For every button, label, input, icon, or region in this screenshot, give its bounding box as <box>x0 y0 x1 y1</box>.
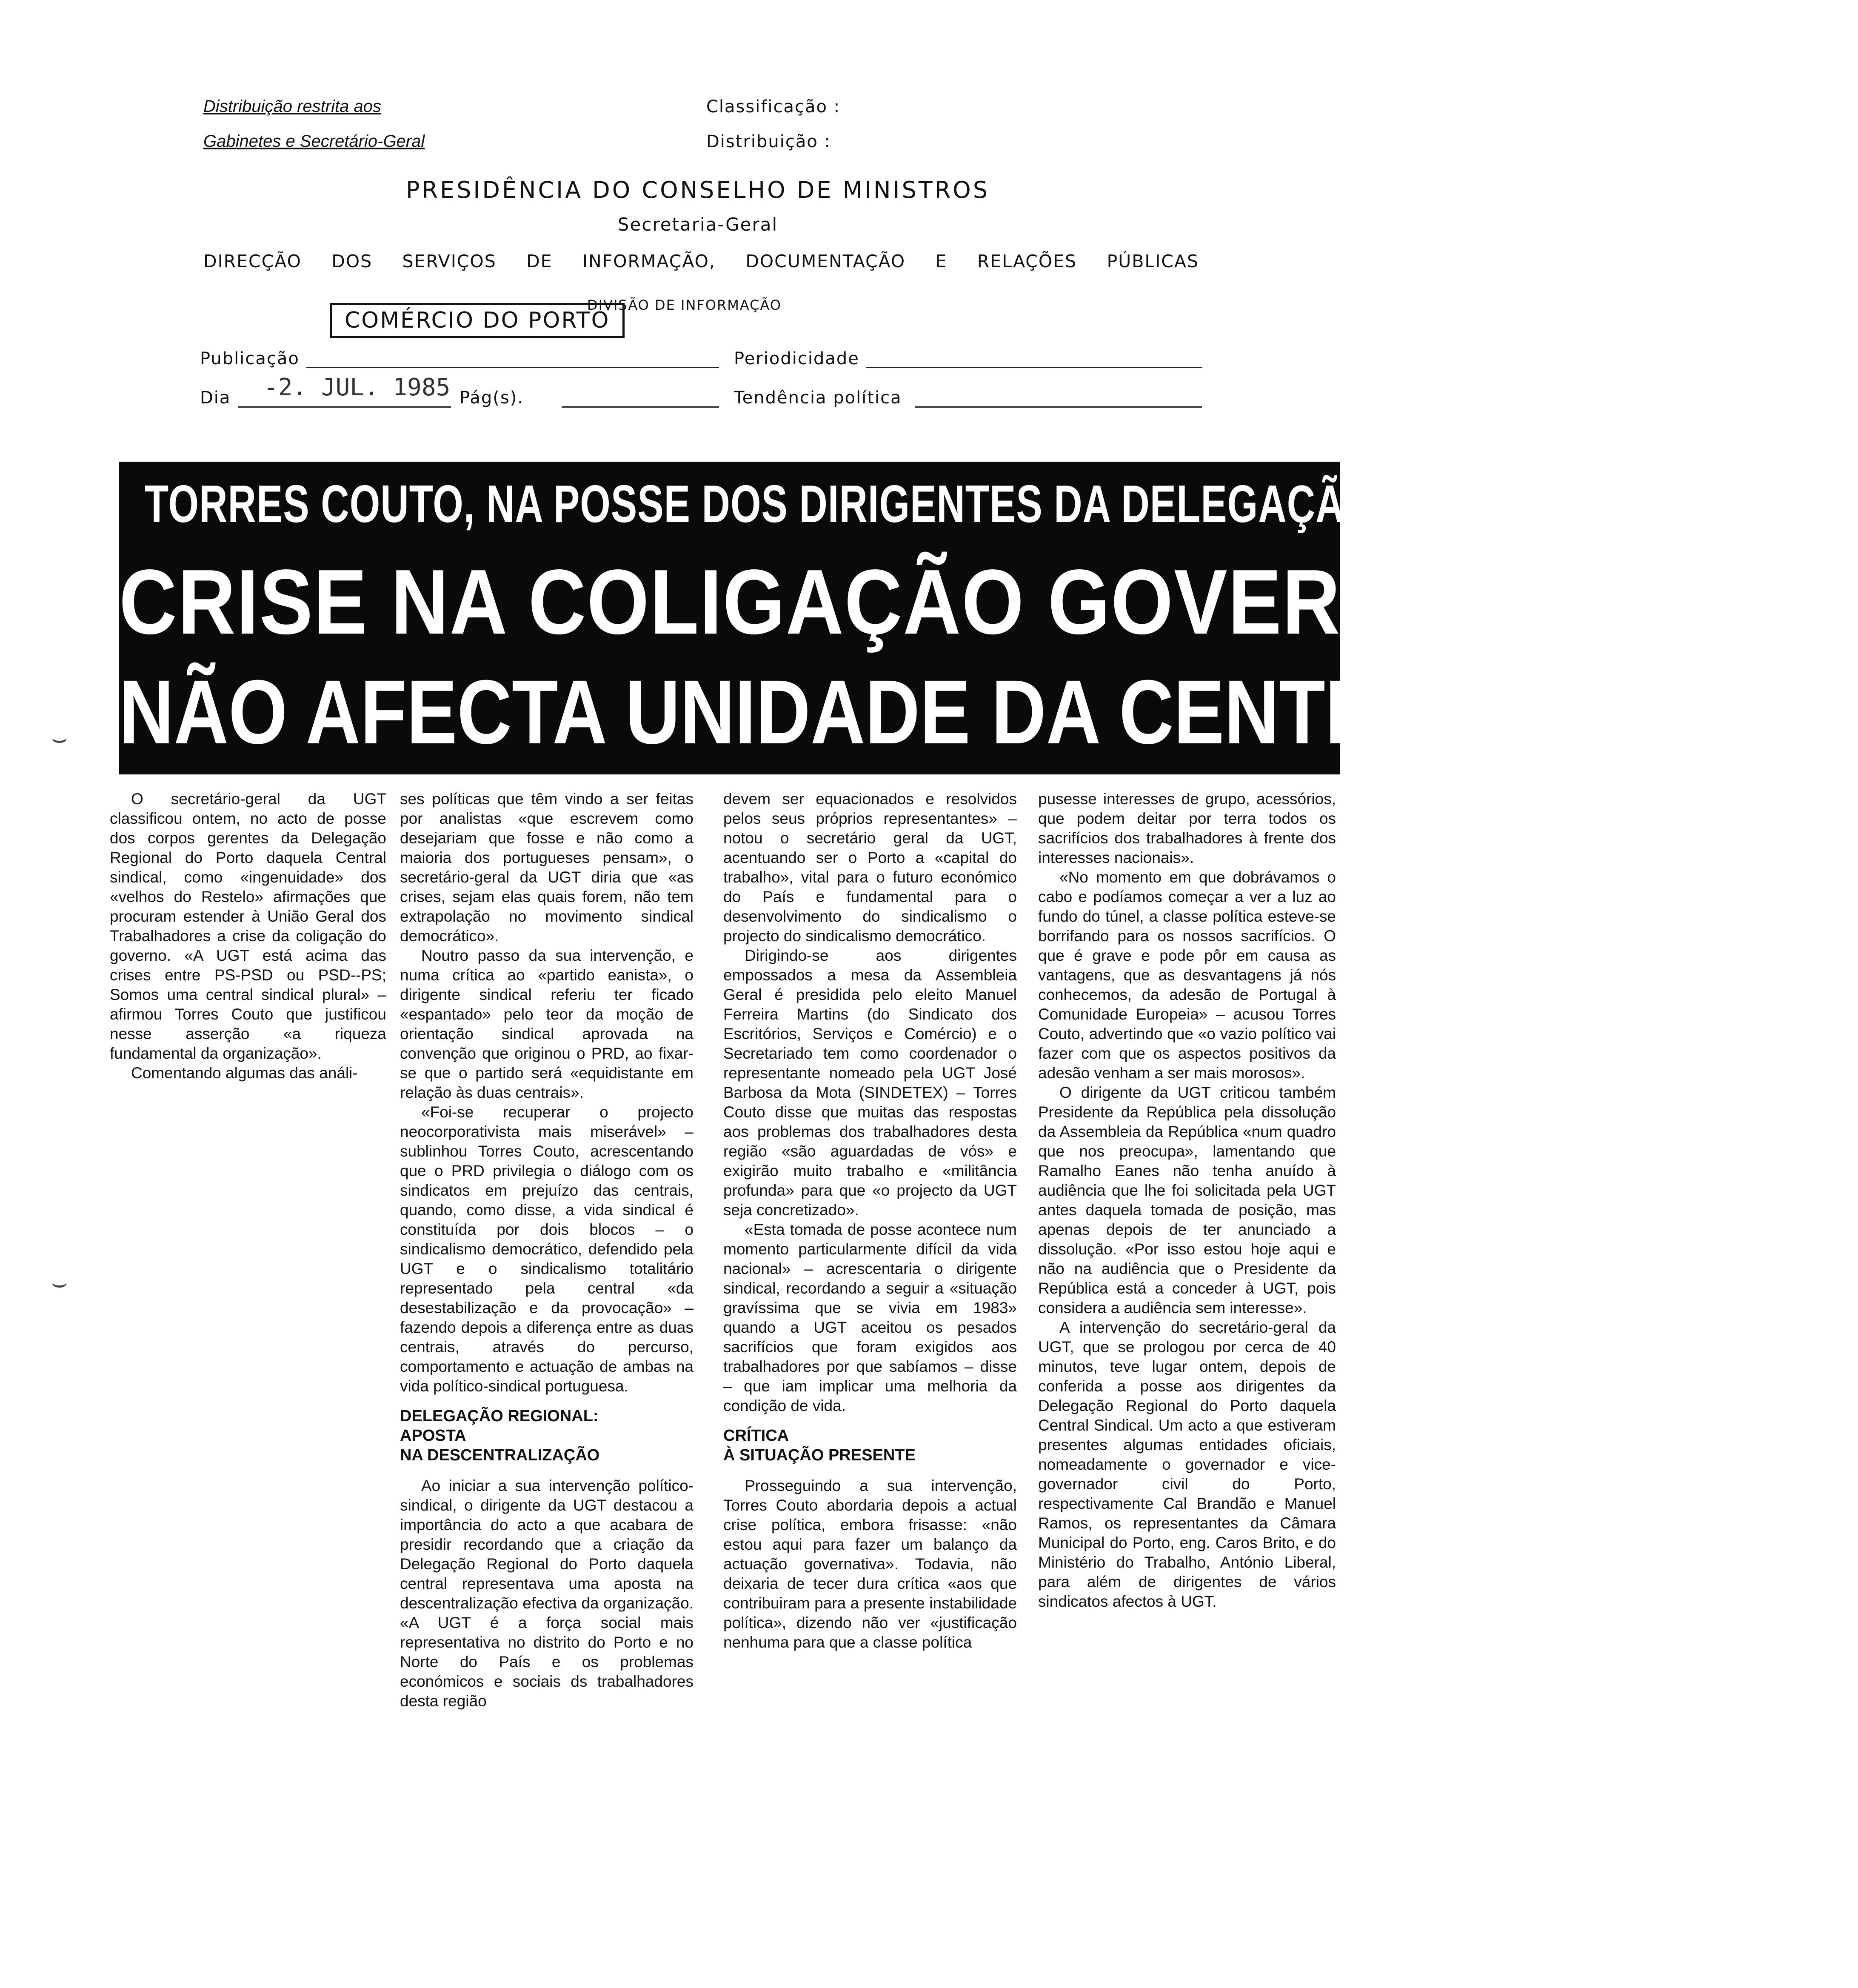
pags-label: Pág(s). <box>460 388 524 408</box>
presidencia-title: PRESIDÊNCIA DO CONSELHO DE MINISTROS <box>405 177 990 203</box>
paragraph: A intervenção do secretário-geral da UGT, que se prologou por cerca de 40 minutos, teve lugar ontem, depois de conferida a posse aos dirigentes da Delegação Regional do Porto daquela Central Sindical. Um acto a que estiveram presentes algumas entidades oficiais, nomeadamente o governador e vice-governador civil do Porto, respectivamente Cal Brandão e Manuel Ramos, os representantes da Câmara Municipal do Porto, eng. Caros Brito, e do Ministério do Trabalho, António Liberal, para além de dirigentes de vários sindicatos afectos à UGT. <box>1038 1319 1336 1610</box>
distribution-line2: Gabinetes e Secretário-Geral <box>203 132 425 151</box>
paragraph: «Foi-se recuperar o projecto neocorporativista mais miserável» – sublinhou Torres Couto, acrescentando que o PRD privilegia o diálogo com os sindicatos em prejuízo das centrais, quando, como disse, a vida sindical é constituída por dois blocos – o sindicalismo democrático, defendido pela UGT e o sindicalismo totalitário representado pela central «da desestabilização e da provocação» – fazendo depois a diferença entre as duas centrais, através do percurso, comportamento e actuação de ambas na vida político-sindical portuguesa. <box>400 1103 694 1395</box>
paragraph: Prosseguindo a sua intervenção, Torres Couto abordaria depois a actual crise política, embora frisasse: «não estou aqui para fazer um balanço da actuação governativa». Todavia, não deixaria de tecer dura crítica «aos que contribuiram para a presente instabilidade política», dizendo não ver «justificação nenhuma para que a classe política <box>723 1477 1017 1651</box>
subheading-line: À SITUAÇÃO PRESENTE <box>723 1446 916 1464</box>
paragraph: devem ser equacionados e resolvidos pelos seus próprios representantes» – notou o secretário geral da UGT, acentuando ser o Porto a «capital do trabalho», vital para o futuro económico do País e fundamental para o desenvolvimento do sindicalismo o projecto do sindicalismo democrático. <box>723 790 1017 945</box>
classificacao-label: Classificação : <box>706 97 841 117</box>
article-column-4 <box>1038 789 1336 1611</box>
distribution-line1: Distribuição restrita aos <box>203 97 381 116</box>
periodicidade-line <box>866 367 1202 368</box>
article-column-3 <box>723 789 1017 1652</box>
publicacao-line <box>306 367 719 368</box>
paragraph: «Esta tomada de posse acontece num momento particularmente difícil da vida nacional» – acrescentaria o dirigente sindical, recordando a seguir a «situação gravíssima que se vivia em 1983» quando a UGT aceitou os pesados sacrifícios que foram exigidos aos trabalhadores por que sabíamos – disse – que iam implicar uma melhoria da condição de vida. <box>723 1221 1017 1414</box>
paragraph: O dirigente da UGT criticou também Presidente da República pela dissolução da Assembleia da República «num quadro que nos preocupa», lamentando que Ramalho Eanes não tenha anuído à audiência que lhe foi solicitada pela UGT antes daquela tomada de posição, mas apenas depois de ter anunciado a dissolução. «Por isso estou hoje aqui e não na audiência que o Presidente da República está a conceder à UGT, pois considera a audiência sem interesse». <box>1038 1084 1336 1317</box>
direccao-line: DIRECÇÃO DOS SERVIÇOS DE INFORMAÇÃO, DOCUMENTAÇÃO E RELAÇÕES PÚBLICAS <box>203 251 1199 271</box>
secretaria-subtitle: Secretaria-Geral <box>617 214 778 235</box>
headline-kicker: TORRES COUTO, NA POSSE DOS DIRIGENTES DA DELEGAÇÃO DA UGT DO PORTO <box>145 475 1761 534</box>
subheading-line: CRÍTICA <box>723 1427 789 1445</box>
paragraph: «No momento em que dobrávamos o cabo e podíamos começar a ver a luz ao fundo do túnel, a classe política esteve-se borrifando para os nossos sacrifícios. O que é grave e pode pôr em causa as vantagens, que as desvantagens já nós conhecemos, da adesão de Portugal à Comunidade Europeia» – acusou Torres Couto, advertindo que «o vazio político vai fazer com que os aspectos positivos da adesão venham a ser mais morosos». <box>1038 868 1336 1082</box>
headline-line2: NÃO AFECTA UNIDADE DA CENTRAL SINDICAL <box>119 661 1858 763</box>
paragraph: Dirigindo-se aos dirigentes empossados a mesa da Assembleia Geral é presidida pelo eleito Manuel Ferreira Martins (do Sindicato dos Escritórios, Serviços e Comércio) e o Secretariado tem como coordenador o representante nomeado pela UGT José Barbosa da Mota (SINDETEX) – Torres Couto disse que muitas das respostas aos problemas dos trabalhadores desta região «são aguardadas de vós» e exigirão muito trabalho e «militância profunda» para que «o projecto da UGT seja concretizado». <box>723 947 1017 1219</box>
subheading-critica <box>723 1426 1017 1465</box>
punch-mark-icon: ⌣ <box>51 1268 68 1297</box>
punch-mark-icon: ⌣ <box>51 724 68 752</box>
headline-banner <box>119 462 1858 774</box>
dia-line <box>238 406 451 408</box>
dia-label: Dia <box>200 388 231 408</box>
paragraph: pusesse interesses de grupo, acessórios, que podem deitar por terra todos os sacrifícios dos trabalhadores à frente dos interesses nacionais». <box>1038 790 1336 866</box>
paragraph: ses políticas que têm vindo a ser feitas por analistas «que escrevem como desejariam que fosse e não como a maioria dos portugueses pensam», o secretário-geral da UGT diria que «as crises, sejam elas quais forem, não tem extrapolação no movimento sindical democrático». <box>400 790 694 945</box>
distribuicao-label: Distribuição : <box>706 132 831 151</box>
tendencia-line <box>915 406 1202 408</box>
newspaper-stamp: COMÉRCIO DO PORTO <box>330 303 625 338</box>
subheading-line: APOSTA <box>400 1427 466 1445</box>
publicacao-label: Publicação <box>200 349 300 368</box>
headline-line1: CRISE NA COLIGAÇÃO GOVERNATIVA <box>119 550 1632 653</box>
paragraph: O secretário-geral da UGT classificou ontem, no acto de posse dos corpos gerentes da Delegação Regional do Porto daquela Central sindical, como «ingenuidade» dos «velhos do Restelo» afirmações que procuram estender à União Geral dos Trabalhadores a crise da coligação do governo. «A UGT está acima das crises entre PS-PSD ou PSD--PS; Somos uma central sindical plural» – afirmou Torres Couto que justificou nesse asserção «a riqueza fundamental da organização». <box>110 790 386 1062</box>
article-column-2 <box>400 789 694 1711</box>
periodicidade-label: Periodicidade <box>734 349 859 368</box>
pags-line <box>562 406 719 408</box>
subheading-line: NA DESCENTRALIZAÇÃO <box>400 1446 600 1464</box>
dia-value: -2. JUL. 1985 <box>264 374 451 401</box>
paragraph: Ao iniciar a sua intervenção político-sindical, o dirigente da UGT destacou a importância do acto a que acabara de presidir recordando que a criação da Delegação Regional do Porto daquela central representava uma aposta na descentralização efectiva da organização. «A UGT é a força social mais representativa no distrito do Porto e no Norte do País e os problemas económicos e sociais ds trabalhadores desta região <box>400 1477 694 1710</box>
divisao-label: DIVISÃO DE INFORMAÇÃO <box>587 297 782 313</box>
subheading-line: DELEGAÇÃO REGIONAL: <box>400 1407 599 1425</box>
paragraph: Comentando algumas das análi- <box>131 1064 358 1082</box>
subheading-delegacao <box>400 1406 694 1465</box>
paragraph: Noutro passo da sua intervenção, e numa crítica ao «partido eanista», o dirigente sindical referiu ter ficado «espantado» pelo teor da moção de orientação sindical aprovada na convenção que originou o PRD, ao fixar-se que o partido será «equidistante em relação às duas centrais». <box>400 947 694 1101</box>
tendencia-label: Tendência política <box>734 388 902 408</box>
article-column-1 <box>110 789 386 1083</box>
